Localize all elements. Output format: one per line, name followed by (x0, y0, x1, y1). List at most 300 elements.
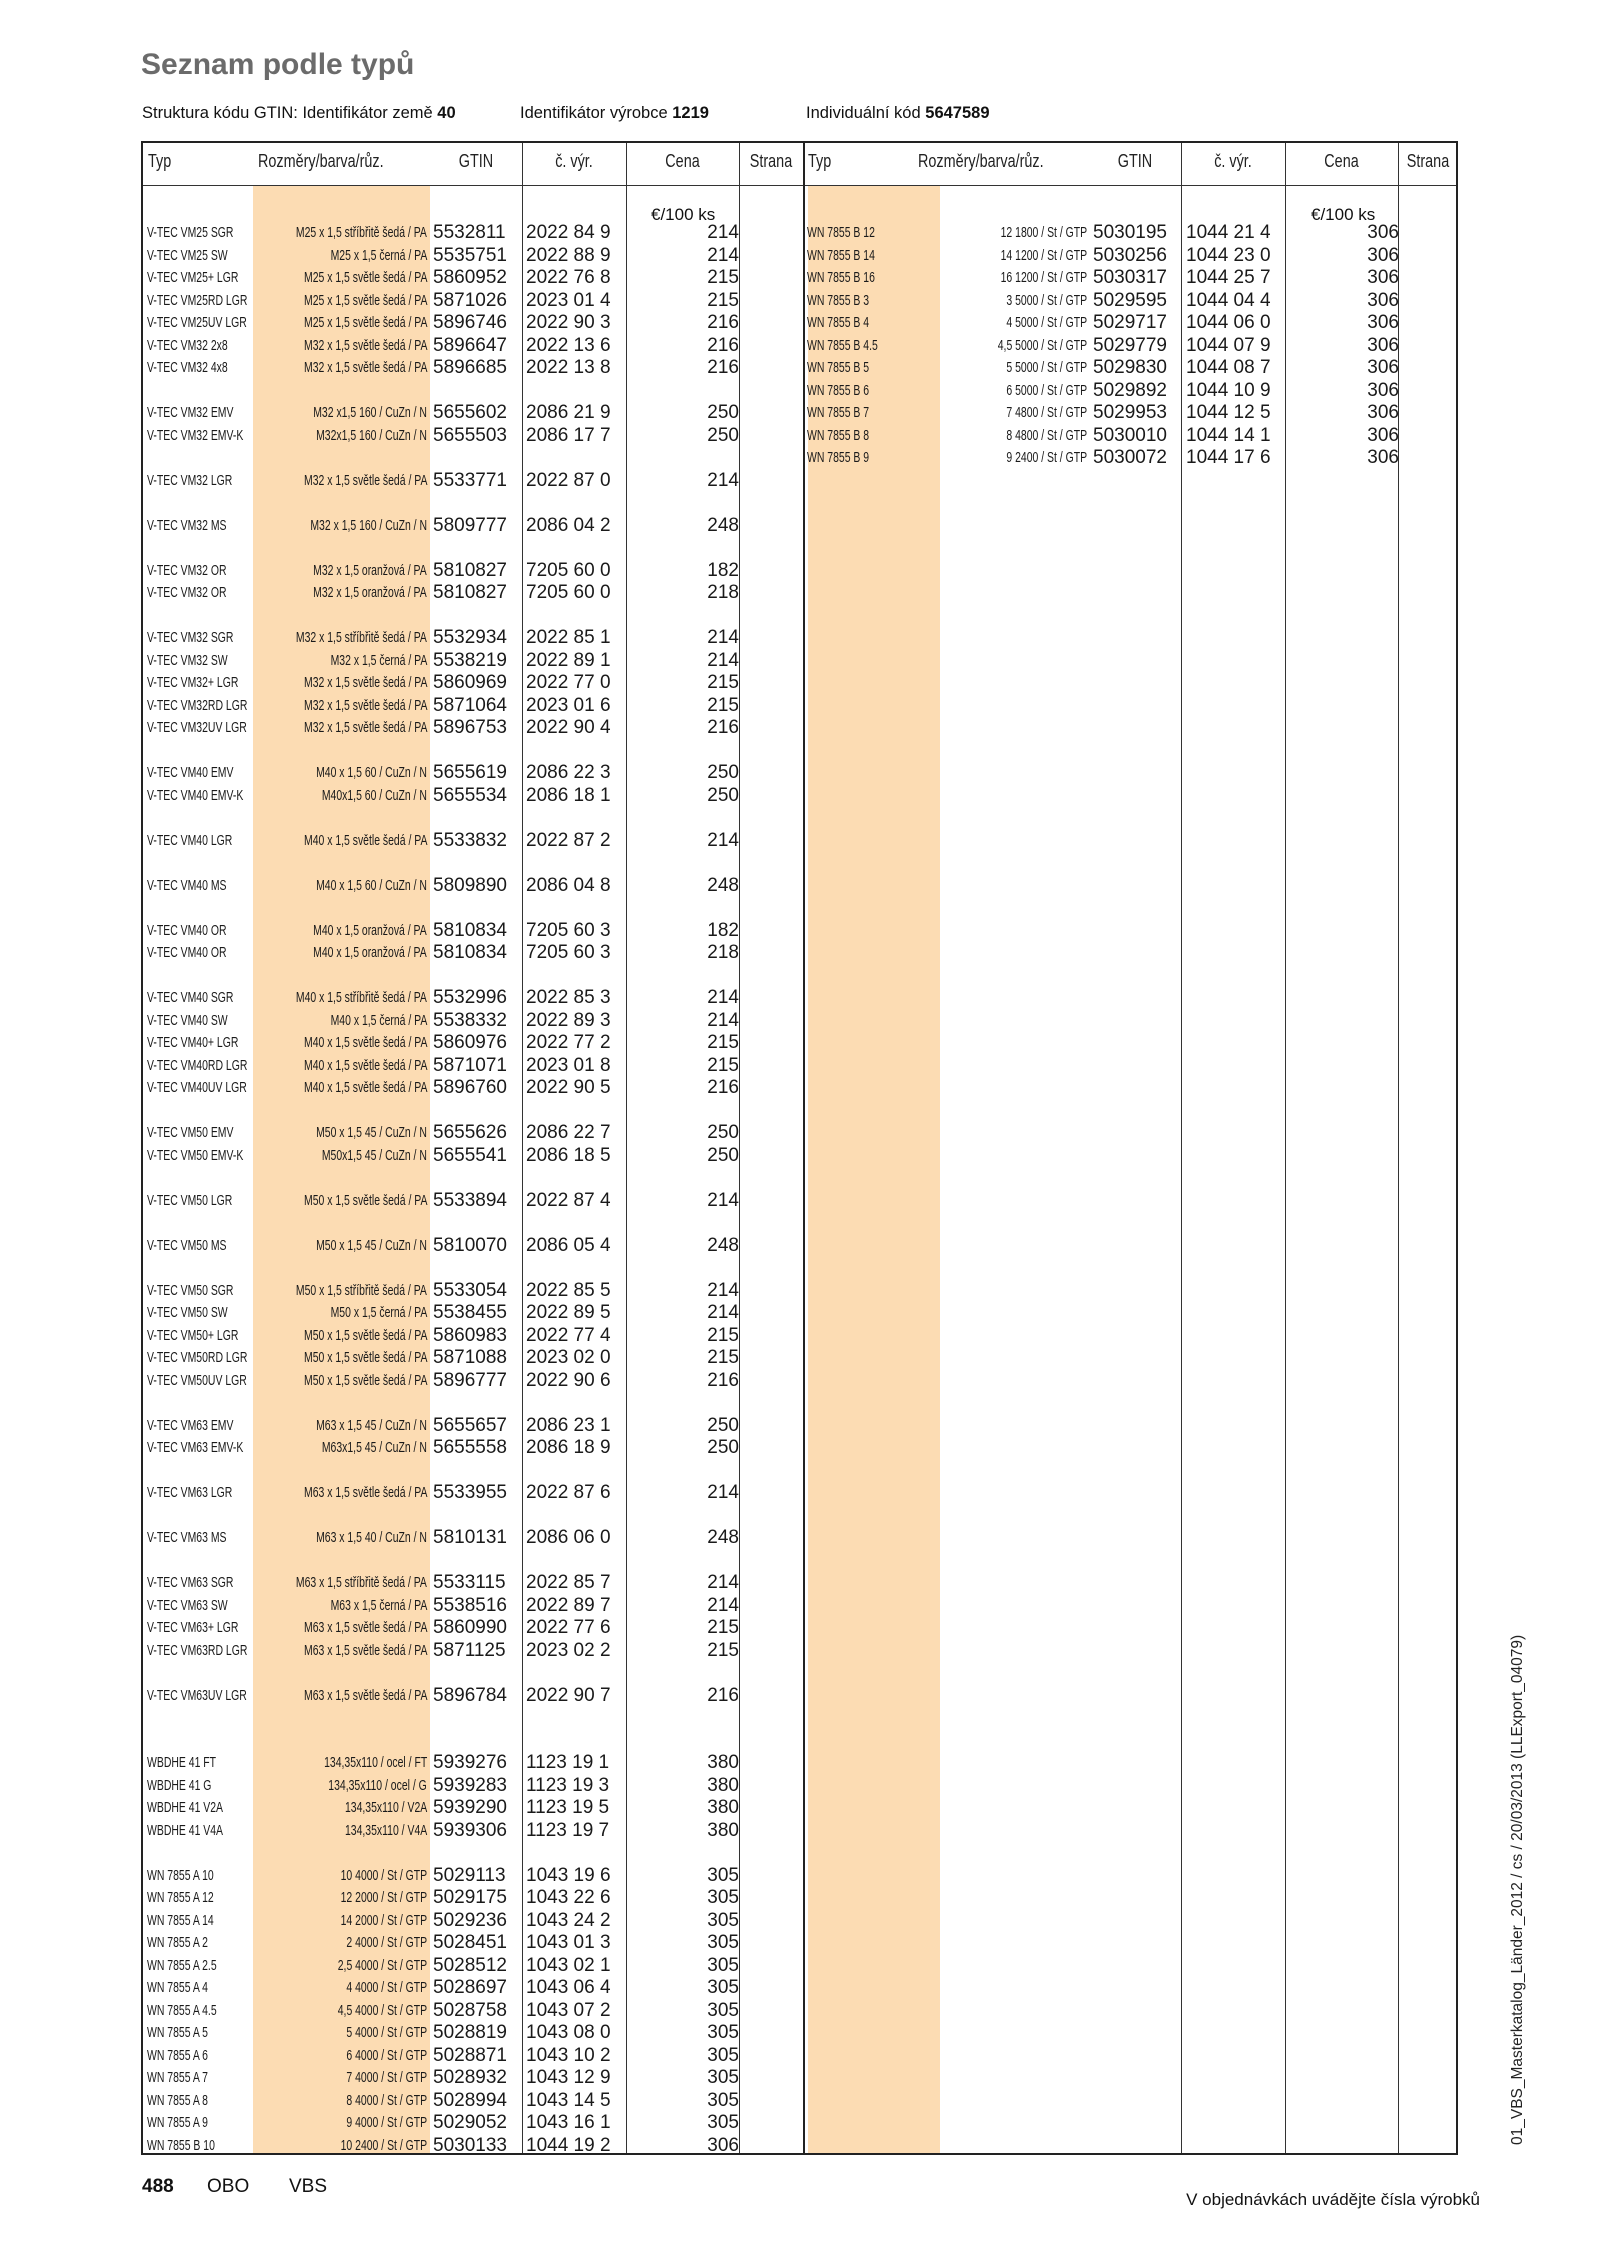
cell-typ: V-TEC VM50UV LGR (147, 1372, 247, 1389)
cell-typ: WN 7855 B 14 (807, 247, 875, 264)
cell-gtin: 5028932 (433, 2067, 507, 2088)
cell-gtin: 5030195 (1093, 222, 1167, 243)
cell-gtin: 5655534 (433, 784, 507, 806)
cell-typ: V-TEC VM32 4x8 (147, 360, 228, 376)
cell-gtin: 5860969 (433, 672, 507, 693)
cell-typ: V-TEC VM40 LGR (147, 832, 233, 849)
cell-page: 216 (707, 357, 739, 378)
cell-page: 380 (707, 1752, 739, 1773)
cell-product-number: 1044 19 2 (526, 2134, 611, 2156)
cell-page: 250 (707, 424, 739, 446)
cell-typ: V-TEC VM25 SGR (147, 225, 234, 241)
cell-dimension: M50 x 1,5 světle šedá / PA (303, 1327, 427, 1344)
cell-page: 248 (707, 874, 739, 896)
cell-product-number: 7205 60 3 (526, 942, 611, 963)
cell-typ: V-TEC VM25 SW (147, 247, 228, 264)
cell-typ: WN 7855 B 16 (807, 270, 875, 286)
cell-product-number: 1043 08 0 (526, 2022, 611, 2043)
cell-product-number: 1043 10 2 (526, 2044, 611, 2066)
cell-dimension: 5 4000 / St / GTP (346, 2025, 427, 2041)
cell-product-number: 2022 85 1 (526, 627, 611, 648)
cell-dimension: M32 x 1,5 světle šedá / PA (303, 360, 427, 376)
cell-dimension: 10 2400 / St / GTP (340, 2137, 427, 2154)
cell-typ: V-TEC VM32 MS (147, 517, 227, 534)
cell-typ: V-TEC VM50RD LGR (147, 1350, 248, 1366)
table-row (143, 942, 1456, 964)
cell-page: 215 (707, 672, 739, 693)
cell-gtin: 5028697 (433, 1977, 507, 1998)
cell-gtin: 5030010 (1093, 424, 1167, 446)
cell-gtin: 5030072 (1093, 447, 1167, 468)
cell-page: 215 (707, 289, 739, 311)
cell-product-number: 2023 02 2 (526, 1639, 611, 1661)
table-row (143, 807, 1456, 829)
cell-page: 214 (707, 1572, 739, 1593)
cell-product-number: 2022 85 7 (526, 1572, 611, 1593)
cell-page: 248 (707, 1234, 739, 1256)
table-row (143, 1640, 1456, 1662)
cell-typ: V-TEC VM40 EMV-K (147, 787, 244, 804)
cell-page: 218 (707, 582, 739, 603)
cell-page: 182 (707, 559, 739, 581)
cell-gtin: 5028758 (433, 1999, 507, 2021)
cell-typ: V-TEC VM32 SW (147, 652, 228, 669)
cell-gtin: 5029175 (433, 1887, 507, 1908)
cell-gtin: 5532934 (433, 627, 507, 648)
cell-typ: WN 7855 B 12 (807, 225, 875, 241)
cell-page: 380 (707, 1797, 739, 1818)
cell-gtin: 5030256 (1093, 244, 1167, 266)
cell-product-number: 1123 19 5 (526, 1797, 610, 1818)
cell-page: 306 (1367, 267, 1399, 288)
cell-dimension: M40 x 1,5 světle šedá / PA (303, 1035, 427, 1051)
cell-page: 218 (707, 942, 739, 963)
cell-typ: V-TEC VM40 SW (147, 1012, 228, 1029)
table-row (143, 515, 1456, 537)
cell-page: 306 (1367, 244, 1399, 266)
cell-gtin: 5860983 (433, 1324, 507, 1346)
cell-typ: V-TEC VM63 EMV (147, 1417, 234, 1434)
cell-dimension: M25 x 1,5 světle šedá / PA (303, 292, 427, 309)
cell-product-number: 1043 07 2 (526, 1999, 611, 2021)
table-row (143, 1887, 1456, 1909)
cell-page: 305 (707, 1932, 739, 1953)
header-typ: Typ (148, 151, 172, 171)
cell-page: 215 (707, 1324, 739, 1346)
cell-gtin: 5655503 (433, 424, 507, 446)
table-row (143, 717, 1456, 739)
table-row (143, 1865, 1456, 1887)
cell-product-number: 2023 02 0 (526, 1347, 611, 1368)
cell-product-number: 2022 90 3 (526, 312, 611, 333)
cell-page: 214 (707, 222, 739, 243)
cell-product-number: 2086 21 9 (526, 402, 611, 423)
cell-typ: WN 7855 A 2 (147, 1935, 208, 1951)
cell-product-number: 2022 87 4 (526, 1189, 611, 1211)
price-unit: €/100 ks (651, 205, 716, 224)
cell-gtin: 5538219 (433, 649, 507, 671)
cell-gtin: 5939306 (433, 1819, 507, 1841)
cell-typ: WN 7855 A 9 (147, 2115, 208, 2131)
table-row (143, 1190, 1456, 1212)
table-row (143, 402, 1456, 424)
cell-product-number: 1044 23 0 (1186, 244, 1271, 266)
cell-gtin: 5896746 (433, 312, 507, 333)
cell-product-number: 1043 19 6 (526, 1864, 611, 1886)
cell-dimension: M25 x 1,5 světle šedá / PA (303, 315, 427, 331)
cell-page: 216 (707, 1369, 739, 1391)
cell-dimension: M32 x 1,5 světle šedá / PA (303, 472, 427, 489)
cell-page: 380 (707, 1819, 739, 1841)
cell-typ: V-TEC VM25UV LGR (147, 315, 247, 331)
cell-dimension: 16 1200 / St / GTP (1000, 270, 1087, 286)
cell-product-number: 2022 77 2 (526, 1032, 611, 1053)
cell-page: 214 (707, 1279, 739, 1301)
cell-typ: V-TEC VM63 SGR (147, 1575, 234, 1591)
cell-dimension: 12 1800 / St / GTP (1000, 225, 1087, 241)
cell-product-number: 2086 05 4 (526, 1234, 611, 1256)
table-row (143, 897, 1456, 919)
table-row (143, 1100, 1456, 1122)
cell-gtin: 5655619 (433, 762, 507, 783)
cell-product-number: 2022 77 6 (526, 1617, 611, 1638)
cell-page: 250 (707, 1144, 739, 1166)
table-row (143, 1707, 1456, 1729)
table-row (143, 1482, 1456, 1504)
cell-typ: V-TEC VM63 SW (147, 1597, 228, 1614)
cell-dimension: 10 4000 / St / GTP (340, 1867, 427, 1884)
cell-gtin: 5028819 (433, 2022, 507, 2043)
cell-page: 248 (707, 1527, 739, 1548)
cell-dimension: M40 x 1,5 oranžová / PA (313, 922, 427, 939)
gtin-country (142, 104, 456, 123)
cell-page: 215 (707, 694, 739, 716)
cell-dimension: M32x1,5 160 / CuZn / N (316, 427, 427, 444)
cell-typ: V-TEC VM40 OR (147, 945, 227, 961)
cell-page: 306 (1367, 222, 1399, 243)
cell-dimension: 8 4800 / St / GTP (1006, 427, 1087, 444)
cell-product-number: 7205 60 3 (526, 919, 611, 941)
cell-dimension: M25 x 1,5 světle šedá / PA (303, 270, 427, 286)
product-table (141, 141, 1458, 2155)
table-row (143, 1370, 1456, 1392)
cell-gtin: 5939283 (433, 1774, 507, 1796)
table-row (143, 1010, 1456, 1032)
cell-product-number: 2086 22 7 (526, 1122, 611, 1143)
cell-typ: V-TEC VM32 OR (147, 562, 227, 579)
cell-gtin: 5029892 (1093, 379, 1167, 401)
table-row (143, 920, 1456, 942)
cell-page: 306 (1367, 447, 1399, 468)
table-row (143, 537, 1456, 559)
cell-dimension: M32 x 1,5 stříbřitě šedá / PA (296, 630, 427, 646)
table-row (143, 1122, 1456, 1144)
cell-dimension: M50 x 1,5 světle šedá / PA (303, 1350, 427, 1366)
cell-page: 214 (707, 1482, 739, 1503)
gtin-manufacturer-label: Identifikátor výrobce (520, 104, 668, 122)
cell-dimension: M50 x 1,5 černá / PA (330, 1305, 427, 1321)
cell-typ: WN 7855 B 10 (147, 2137, 215, 2154)
cell-product-number: 2023 01 4 (526, 289, 611, 311)
cell-typ: V-TEC VM63RD LGR (147, 1642, 248, 1659)
cell-product-number: 2086 04 2 (526, 514, 611, 536)
cell-page: 306 (1367, 289, 1399, 311)
cell-typ: WBDHE 41 FT (147, 1755, 217, 1771)
cell-gtin: 5871071 (433, 1054, 507, 1076)
header-cvyr: č. výr. (555, 151, 593, 171)
cell-dimension: M63 x 1,5 světle šedá / PA (303, 1620, 427, 1636)
cell-product-number: 2022 77 4 (526, 1324, 611, 1346)
cell-product-number: 1044 17 6 (1186, 447, 1271, 468)
cell-gtin: 5028871 (433, 2044, 507, 2066)
header-strana: Strana (749, 151, 793, 171)
gtin-country-code: 40 (437, 104, 456, 122)
cell-page: 305 (707, 1909, 739, 1931)
table-row (143, 1347, 1456, 1369)
table-row (143, 1842, 1456, 1864)
cell-typ: V-TEC VM40 MS (147, 877, 227, 894)
cell-product-number: 7205 60 0 (526, 582, 611, 603)
cell-dimension: M63 x 1,5 45 / CuZn / N (316, 1417, 427, 1434)
cell-typ: WN 7855 B 4 (807, 315, 870, 331)
cell-typ: V-TEC VM50 SGR (147, 1282, 234, 1299)
header-rule (143, 185, 1456, 186)
cell-typ: WBDHE 41 V4A (147, 1822, 224, 1839)
cell-typ: V-TEC VM32UV LGR (147, 720, 247, 736)
table-row (143, 380, 1456, 402)
cell-gtin: 5533955 (433, 1482, 507, 1503)
cell-gtin: 5030317 (1093, 267, 1167, 288)
table-row (143, 425, 1456, 447)
cell-typ: V-TEC VM50 MS (147, 1237, 227, 1254)
cell-product-number: 2086 06 0 (526, 1527, 611, 1548)
cell-typ: WN 7855 B 7 (807, 405, 870, 421)
cell-page: 214 (707, 1009, 739, 1031)
table-row (143, 1572, 1456, 1594)
table-row (143, 1527, 1456, 1549)
table-row (143, 672, 1456, 694)
table-row (143, 1145, 1456, 1167)
cell-dimension: 4 4000 / St / GTP (346, 1980, 427, 1996)
cell-gtin: 5896753 (433, 717, 507, 738)
cell-page: 215 (707, 1054, 739, 1076)
cell-product-number: 1044 06 0 (1186, 312, 1271, 333)
cell-page: 305 (707, 1864, 739, 1886)
cell-gtin: 5029236 (433, 1909, 507, 1931)
cell-dimension: M40 x 1,5 světle šedá / PA (303, 1057, 427, 1074)
gtin-individual (806, 104, 990, 123)
cell-gtin: 5860952 (433, 267, 507, 288)
gtin-manufacturer (520, 104, 709, 123)
cell-dimension: 3 5000 / St / GTP (1006, 292, 1087, 309)
cell-product-number: 2086 04 8 (526, 874, 611, 896)
cell-dimension: M40 x 1,5 60 / CuZn / N (316, 765, 427, 781)
cell-product-number: 1123 19 3 (526, 1774, 610, 1796)
cell-gtin: 5028512 (433, 1954, 507, 1976)
cell-dimension: M32 x 1,5 černá / PA (330, 652, 427, 669)
cell-page: 214 (707, 244, 739, 266)
cell-dimension: M50 x 1,5 45 / CuZn / N (316, 1125, 427, 1141)
cell-page: 215 (707, 1639, 739, 1661)
cell-page: 216 (707, 1077, 739, 1098)
cell-gtin: 5028994 (433, 2089, 507, 2111)
cell-typ: V-TEC VM25+ LGR (147, 270, 239, 286)
table-row (143, 1820, 1456, 1842)
cell-product-number: 1043 16 1 (526, 2112, 611, 2133)
header-rozmery: Rozměry/barva/růz. (918, 151, 1044, 171)
table-row (143, 2022, 1456, 2044)
price-unit: €/100 ks (1311, 205, 1376, 224)
cell-page: 305 (707, 2112, 739, 2133)
cell-product-number: 2022 76 8 (526, 267, 611, 288)
cell-gtin: 5810131 (433, 1527, 507, 1548)
table-row (143, 1212, 1456, 1234)
cell-gtin: 5810827 (433, 582, 507, 603)
cell-dimension: M32 x 1,5 světle šedá / PA (303, 697, 427, 714)
cell-product-number: 1043 02 1 (526, 1954, 611, 1976)
cell-typ: WN 7855 A 6 (147, 2047, 208, 2064)
cell-dimension: 2 4000 / St / GTP (346, 1935, 427, 1951)
cell-page: 305 (707, 1977, 739, 1998)
cell-gtin: 5655626 (433, 1122, 507, 1143)
cell-page: 215 (707, 1347, 739, 1368)
cell-dimension: M40 x 1,5 světle šedá / PA (303, 1080, 427, 1096)
table-row (143, 1752, 1456, 1774)
cell-product-number: 2022 90 5 (526, 1077, 611, 1098)
cell-dimension: M50 x 1,5 světle šedá / PA (303, 1372, 427, 1389)
table-row (143, 335, 1456, 357)
cell-product-number: 2086 23 1 (526, 1414, 611, 1436)
table-row (143, 627, 1456, 649)
cell-page: 182 (707, 919, 739, 941)
cell-product-number: 2022 87 6 (526, 1482, 611, 1503)
cell-dimension: M40 x 1,5 stříbřitě šedá / PA (296, 990, 427, 1006)
cell-typ: V-TEC VM63 EMV-K (147, 1440, 244, 1456)
cell-gtin: 5535751 (433, 244, 507, 266)
cell-product-number: 1044 14 1 (1186, 424, 1271, 446)
cell-gtin: 5809890 (433, 874, 507, 896)
gtin-intro-label: Struktura kódu GTIN: Identifikátor země (142, 104, 433, 122)
cell-gtin: 5810834 (433, 919, 507, 941)
header-cena: Cena (665, 151, 700, 171)
table-row (143, 1167, 1456, 1189)
table-row (143, 1505, 1456, 1527)
cell-dimension: 134,35x110 / ocel / G (328, 1777, 427, 1794)
cell-product-number: 1044 12 5 (1186, 402, 1271, 423)
cell-product-number: 1044 10 9 (1186, 379, 1271, 401)
cell-gtin: 5538455 (433, 1302, 507, 1323)
cell-dimension: 12 2000 / St / GTP (340, 1890, 427, 1906)
cell-dimension: 134,35x110 / V4A (344, 1822, 427, 1839)
cell-typ: V-TEC VM40 SGR (147, 990, 234, 1006)
cell-page: 214 (707, 1189, 739, 1211)
header-rozmery: Rozměry/barva/růz. (258, 151, 384, 171)
table-row (143, 1797, 1456, 1819)
cell-product-number: 2022 88 9 (526, 244, 611, 266)
table-row (143, 582, 1456, 604)
cell-dimension: M32 x 1,5 světle šedá / PA (303, 337, 427, 354)
cell-dimension: 4,5 5000 / St / GTP (997, 337, 1087, 354)
table-row (143, 1775, 1456, 1797)
cell-dimension: 9 2400 / St / GTP (1006, 450, 1087, 466)
cell-typ: WN 7855 A 14 (147, 1912, 214, 1929)
header-cena: Cena (1324, 151, 1359, 171)
cell-typ: WN 7855 B 8 (807, 427, 870, 444)
cell-gtin: 5533894 (433, 1189, 507, 1211)
cell-product-number: 2022 87 0 (526, 469, 611, 491)
table-row (143, 1415, 1456, 1437)
cell-typ: WN 7855 A 5 (147, 2025, 208, 2041)
cell-product-number: 2086 18 5 (526, 1144, 611, 1166)
cell-product-number: 2086 17 7 (526, 424, 611, 446)
cell-product-number: 1123 19 7 (526, 1819, 610, 1841)
cell-dimension: M32 x1,5 160 / CuZn / N (313, 405, 427, 421)
cell-dimension: 5 5000 / St / GTP (1006, 360, 1087, 376)
cell-dimension: M40 x 1,5 černá / PA (330, 1012, 427, 1029)
cell-dimension: M40x1,5 60 / CuZn / N (321, 787, 427, 804)
cell-dimension: M50 x 1,5 stříbřitě šedá / PA (296, 1282, 427, 1299)
cell-dimension: M50 x 1,5 světle šedá / PA (303, 1192, 427, 1209)
cell-product-number: 2022 90 4 (526, 717, 611, 738)
cell-dimension: M50 x 1,5 45 / CuZn / N (316, 1237, 427, 1254)
cell-dimension: 14 1200 / St / GTP (1000, 247, 1087, 264)
cell-gtin: 5029052 (433, 2112, 507, 2133)
cell-dimension: 9 4000 / St / GTP (346, 2115, 427, 2131)
cell-typ: WN 7855 A 2.5 (147, 1957, 217, 1974)
table-row (143, 290, 1456, 312)
cell-gtin: 5655541 (433, 1144, 507, 1166)
cell-product-number: 2022 89 3 (526, 1009, 611, 1031)
table-row (143, 2090, 1456, 2112)
header-gtin: GTIN (458, 151, 494, 171)
table-row (143, 1617, 1456, 1639)
table-row (143, 492, 1456, 514)
header-cvyr: č. výr. (1214, 151, 1252, 171)
cell-gtin: 5538332 (433, 1009, 507, 1031)
cell-typ: V-TEC VM50 SW (147, 1305, 228, 1321)
table-row (143, 1910, 1456, 1932)
cell-product-number: 2023 01 8 (526, 1054, 611, 1076)
page-number: 488 (142, 2176, 174, 2197)
table-row (143, 2045, 1456, 2067)
cell-dimension: 4 5000 / St / GTP (1006, 315, 1087, 331)
header-gtin: GTIN (1117, 151, 1153, 171)
cell-product-number: 2022 13 6 (526, 334, 611, 356)
cell-product-number: 1044 04 4 (1186, 289, 1271, 311)
cell-product-number: 2022 85 5 (526, 1279, 611, 1301)
cell-product-number: 2086 18 1 (526, 784, 611, 806)
cell-typ: V-TEC VM40RD LGR (147, 1057, 248, 1074)
cell-gtin: 5532996 (433, 987, 507, 1008)
cell-gtin: 5896777 (433, 1369, 507, 1391)
table-row (143, 695, 1456, 717)
cell-dimension: 2,5 4000 / St / GTP (337, 1957, 427, 1974)
cell-dimension: M32 x 1,5 světle šedá / PA (303, 720, 427, 736)
cell-dimension: M40 x 1,5 60 / CuZn / N (316, 877, 427, 894)
cell-gtin: 5538516 (433, 1594, 507, 1616)
table-row (143, 762, 1456, 784)
table-row (143, 965, 1456, 987)
cell-gtin: 5871125 (433, 1639, 506, 1661)
cell-gtin: 5871026 (433, 289, 507, 311)
cell-product-number: 2022 89 1 (526, 649, 611, 671)
cell-product-number: 1044 08 7 (1186, 357, 1271, 378)
cell-dimension: M32 x 1,5 oranžová / PA (313, 562, 427, 579)
cell-gtin: 5029717 (1093, 312, 1167, 333)
cell-typ: V-TEC VM63 LGR (147, 1485, 233, 1501)
cell-gtin: 5532811 (433, 222, 506, 243)
cell-page: 250 (707, 762, 739, 783)
